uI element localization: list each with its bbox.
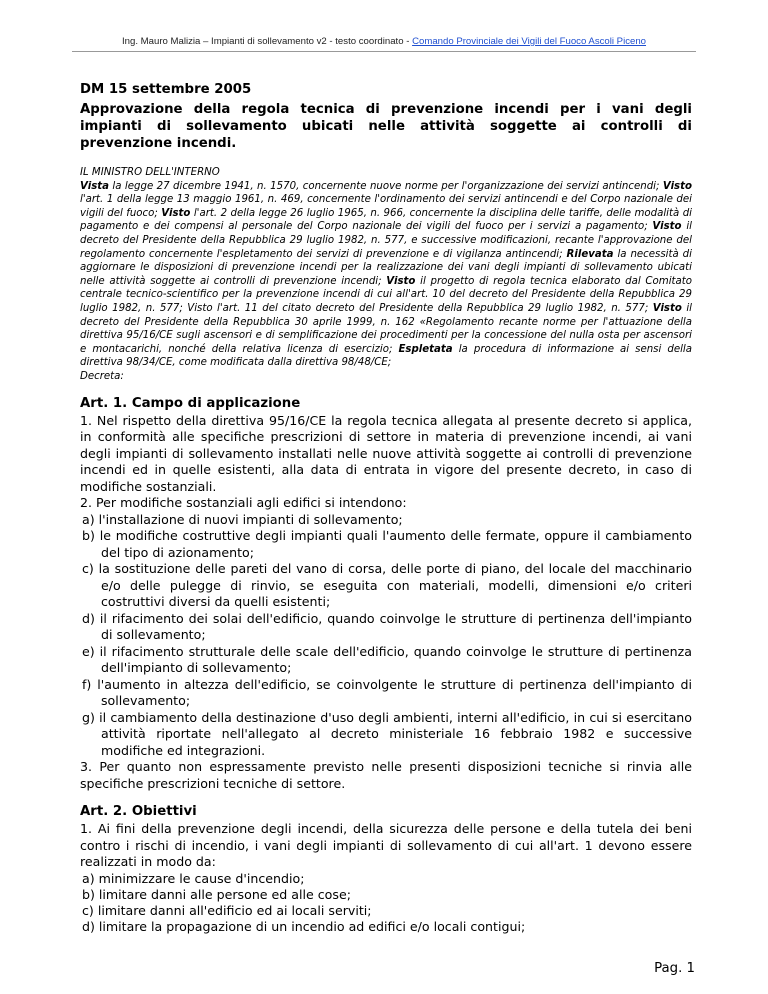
minister-line: IL MINISTRO DELL'INTERNO (80, 167, 220, 178)
running-header (0, 36, 768, 47)
article-1-paragraph-2: 2. Per modifiche sostanziali agli edifici si intendono: (80, 495, 407, 510)
preamble-text (80, 180, 692, 370)
article-1-heading: Art. 1. Campo di applicazione (80, 395, 301, 411)
keyword: Espletata (398, 343, 453, 355)
document-body (80, 82, 692, 935)
list-item: d) limitare la propagazione di un incendio ad edifici e/o locali contigui; (82, 918, 526, 934)
decree-subtitle: Approvazione della regola tecnica di prevenzione incendi per i vani degli impianti di sollevamento ubicati nelle attività soggette ai controlli di prevenzione incendi. (80, 102, 692, 151)
preamble-clause: la procedura di informazione ai sensi della direttiva 98/34/CE, come modificata dalla direttiva 98/48/CE; (80, 343, 692, 369)
keyword: Visto (386, 275, 416, 287)
preamble-clause: la necessità di aggiornare le disposizioni di prevenzione incendi per la realizzazione dei vani degli impianti di sollevamento ubicati nelle attività soggette ai controlli di prevenzione incendi; (80, 248, 692, 287)
preamble-clause: il progetto di regola tecnica elaborato dal Comitato centrale tecnico-scientifico per la prevenzione incendi di cui all'art. 10 del decreto del Presidente della Repubblica 29 luglio 1982, n. 577; Visto l'art. 11 del citato decreto del Presidente della Repubblica 29 luglio 1982, n. 577; (80, 275, 692, 314)
keyword: Visto (662, 180, 692, 192)
list-item: c) la sostituzione delle pareti del vano di corsa, delle porte di piano, del locale del macchinario e/o delle pulegge di rinvio, se eseguita con materiali, modelli, dimensioni e/o criteri costruttivi diversi da quelli esistenti; (82, 561, 692, 609)
preamble-clause: il decreto del Presidente della Repubblica 30 aprile 1999, n. 162 «Regolamento recante norme per l'attuazione della direttiva 95/16/CE sugli ascensori e di semplificazione dei procedimenti per la concessione del nulla osta per ascensori e montacarichi, nonché della relativa licenza di esercizio; (80, 302, 693, 355)
header-text: Ing. Mauro Malizia – Impianti di sollevamento v2 - testo coordinato - (121, 36, 413, 47)
list-item: b) limitare danni alle persone ed alle cose; (82, 886, 351, 902)
list-item: g) il cambiamento della destinazione d'uso degli ambienti, interni all'edificio, in cui si esercitano attività riportate nell'allegato al decreto ministeriale 16 febbraio 1982 e successive modifiche ed integrazioni. (82, 709, 692, 758)
list-item: a) minimizzare le cause d'incendio; (82, 870, 305, 886)
preamble-clause: l'art. 1 della legge 13 maggio 1961, n. 469, concernente l'ordinamento dei servizi antincendi e del Corpo nazionale dei vigili del fuoco; (80, 194, 692, 219)
keyword: Vista (80, 180, 110, 192)
list-item: c) limitare danni all'edificio ed ai locali serviti; (82, 902, 372, 918)
preamble-clause: l'art. 2 della legge 26 luglio 1965, n. 966, concernente la disciplina delle tariffe, delle modalità di pagamento e dei compensi al personale del Corpo nazionale dei vigili del fuoco per i servizi a pagamento; (80, 207, 692, 233)
article-1-paragraph-3: 3. Per quanto non espressamente previsto nelle presenti disposizioni tecniche si rinvia alle specifiche prescrizioni tecniche di settore. (80, 759, 692, 791)
preamble-clause: la legge 27 dicembre 1941, n. 1570, concernente nuove norme per l'organizzazione dei servizi antincendi; (109, 180, 663, 192)
preamble (80, 166, 692, 384)
page-number: Pag. 1 (654, 961, 695, 976)
article-2-paragraph-1: 1. Ai fini della prevenzione degli incendi, della sicurezza delle persone e della tutela dei beni contro i rischi di incendio, i vani degli impianti di sollevamento di cui all'art. 1 devono essere realizzati in modo da: (80, 821, 692, 869)
header-link[interactable]: Comando Provinciale dei Vigili del Fuoco Ascoli Piceno (412, 36, 647, 47)
header-divider (72, 51, 696, 52)
list-item: b) le modifiche costruttive degli impianti quali l'aumento delle fermate, oppure il cambiamento del tipo di azionamento; (82, 528, 692, 560)
list-item: a) l'installazione di nuovi impianti di sollevamento; (82, 511, 403, 527)
keyword: Visto (161, 207, 191, 219)
list-item: f) l'aumento in altezza dell'edificio, se coinvolgente le strutture di pertinenza dell'impianto di sollevamento; (82, 676, 692, 708)
article-2-heading: Art. 2. Obiettivi (80, 804, 197, 819)
list-item: e) il rifacimento strutturale delle scale dell'edificio, quando coinvolge le strutture di pertinenza dell'impianto di sollevamento; (82, 643, 692, 675)
decreta-line: Decreta: (80, 370, 124, 382)
keyword: Visto (652, 302, 682, 314)
list-item: d) il rifacimento dei solai dell'edificio, quando coinvolge le strutture di pertinenza dell'impianto di sollevamento; (82, 610, 692, 642)
preamble-clause: il decreto del Presidente della Repubblica 29 luglio 1982, n. 577, e successive modificazioni, recante l'approvazione del regolamento concernente l'espletamento dei servizi di prevenzione e di vigilanza antincendi; (80, 221, 692, 260)
decree-title: DM 15 settembre 2005 (80, 82, 252, 97)
article-1-paragraph-1: 1. Nel rispetto della direttiva 95/16/CE la regola tecnica allegata al presente decreto si applica, in conformità alle specifiche prescrizioni di settore in materia di prevenzione incendi, ai vani degli impianti di sollevamento installati nelle nuove attività soggette ai controlli di prevenzione incendi ed in quelle esistenti, alla data di entrata in vigore del presente decreto, in caso di modifiche sostanziali. (80, 412, 692, 494)
keyword: Rilevata (566, 248, 614, 260)
keyword: Visto (652, 221, 682, 233)
